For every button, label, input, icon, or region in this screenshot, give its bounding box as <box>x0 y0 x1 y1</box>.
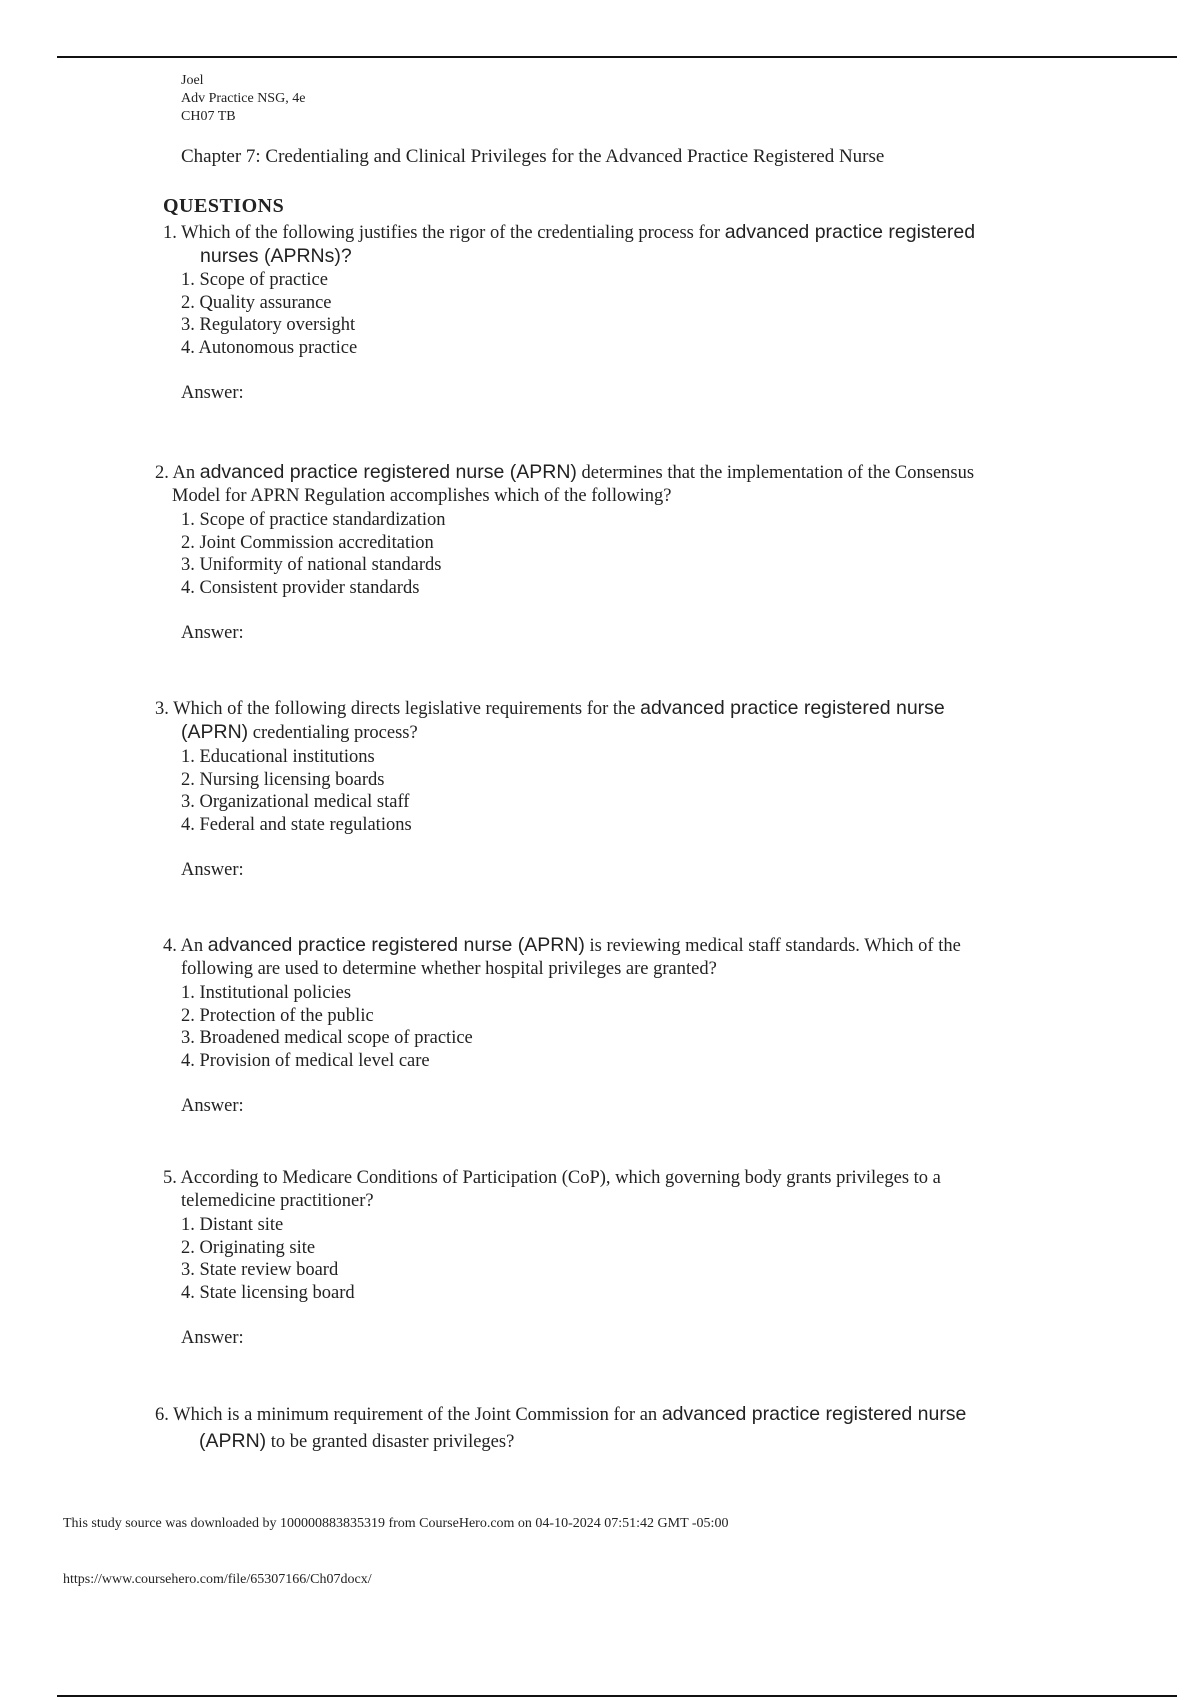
option: 3. Organizational medical staff <box>181 792 410 812</box>
option: 1. Educational institutions <box>181 747 375 767</box>
question-2-stem: 2. An advanced practice registered nurse (APRN) determines that the implementation of the Consensus <box>155 461 975 483</box>
option: 3. Broadened medical scope of practice <box>181 1028 473 1048</box>
option: 1. Distant site <box>181 1215 284 1235</box>
header-book: Adv Practice NSG, 4e <box>181 91 306 106</box>
question-3-options <box>155 746 945 882</box>
document-header <box>181 72 305 126</box>
top-rule <box>57 56 1177 58</box>
option: 2. Joint Commission accreditation <box>181 532 434 553</box>
chapter-title: Chapter 7: Credentialing and Clinical Privileges for the Advanced Practice Registered Nurse <box>181 146 885 167</box>
header-author: Joel <box>181 73 204 88</box>
question-2 <box>155 461 974 645</box>
question-3-stem: 3. Which of the following directs legislative requirements for the advanced practice registered nurse <box>155 697 945 719</box>
answer-label: Answer: <box>181 383 244 403</box>
option: 4. Autonomous practice <box>181 337 358 358</box>
option: 2. Nursing licensing boards <box>181 769 385 790</box>
option: 1. Institutional policies <box>181 983 352 1003</box>
question-1-options <box>163 269 975 405</box>
download-notice: This study source was downloaded by 100000883835319 from CourseHero.com on 04-10-2024 07:51:42 GMT -05:00 <box>63 1516 729 1531</box>
question-3 <box>155 697 945 882</box>
question-6-stem-cont: (APRN) to be granted disaster privileges? <box>199 1430 515 1452</box>
question-5-stem: 5. According to Medicare Conditions of Participation (CoP), which governing body grants privileges to a <box>163 1168 941 1188</box>
question-2-options <box>155 509 974 645</box>
question-5 <box>163 1167 941 1350</box>
question-4-stem: 4. An advanced practice registered nurse (APRN) is reviewing medical staff standards. Which of the <box>163 934 961 956</box>
option: 1. Scope of practice standardization <box>181 510 446 530</box>
option: 4. Federal and state regulations <box>181 814 412 835</box>
bottom-rule <box>57 1695 1177 1697</box>
section-heading: QUESTIONS <box>163 195 285 217</box>
answer-label: Answer: <box>181 1096 244 1116</box>
option: 4. Provision of medical level care <box>181 1050 430 1071</box>
header-chapter-code: CH07 TB <box>181 109 236 124</box>
question-6 <box>155 1403 966 1454</box>
answer-label: Answer: <box>181 860 244 880</box>
question-5-stem-cont: telemedicine practitioner? <box>181 1191 374 1211</box>
question-5-options <box>163 1214 941 1350</box>
option: 3. Uniformity of national standards <box>181 555 442 575</box>
option: 1. Scope of practice <box>181 270 328 290</box>
question-1-stem-cont: nurses (APRNs)? <box>200 245 352 267</box>
source-url[interactable]: https://www.coursehero.com/file/65307166/Ch07docx/ <box>63 1572 372 1587</box>
question-2-stem-cont: Model for APRN Regulation accomplishes which of the following? <box>172 486 672 506</box>
option: 2. Originating site <box>181 1237 316 1258</box>
answer-label: Answer: <box>181 623 244 643</box>
question-3-stem-cont: (APRN) credentialing process? <box>181 721 418 743</box>
option: 2. Quality assurance <box>181 292 332 313</box>
question-1-stem: 1. Which of the following justifies the rigor of the credentialing process for advanced practice registered <box>163 221 976 243</box>
option: 2. Protection of the public <box>181 1005 374 1026</box>
question-4-options <box>163 982 961 1118</box>
answer-label: Answer: <box>181 1328 244 1348</box>
option: 3. State review board <box>181 1260 339 1280</box>
question-1 <box>163 221 975 405</box>
question-6-stem: 6. Which is a minimum requirement of the Joint Commission for an advanced practice registered nurse <box>155 1403 967 1425</box>
option: 4. State licensing board <box>181 1282 355 1303</box>
question-4 <box>163 934 961 1118</box>
option: 4. Consistent provider standards <box>181 577 420 598</box>
option: 3. Regulatory oversight <box>181 315 356 335</box>
question-4-stem-cont: following are used to determine whether hospital privileges are granted? <box>181 959 717 979</box>
